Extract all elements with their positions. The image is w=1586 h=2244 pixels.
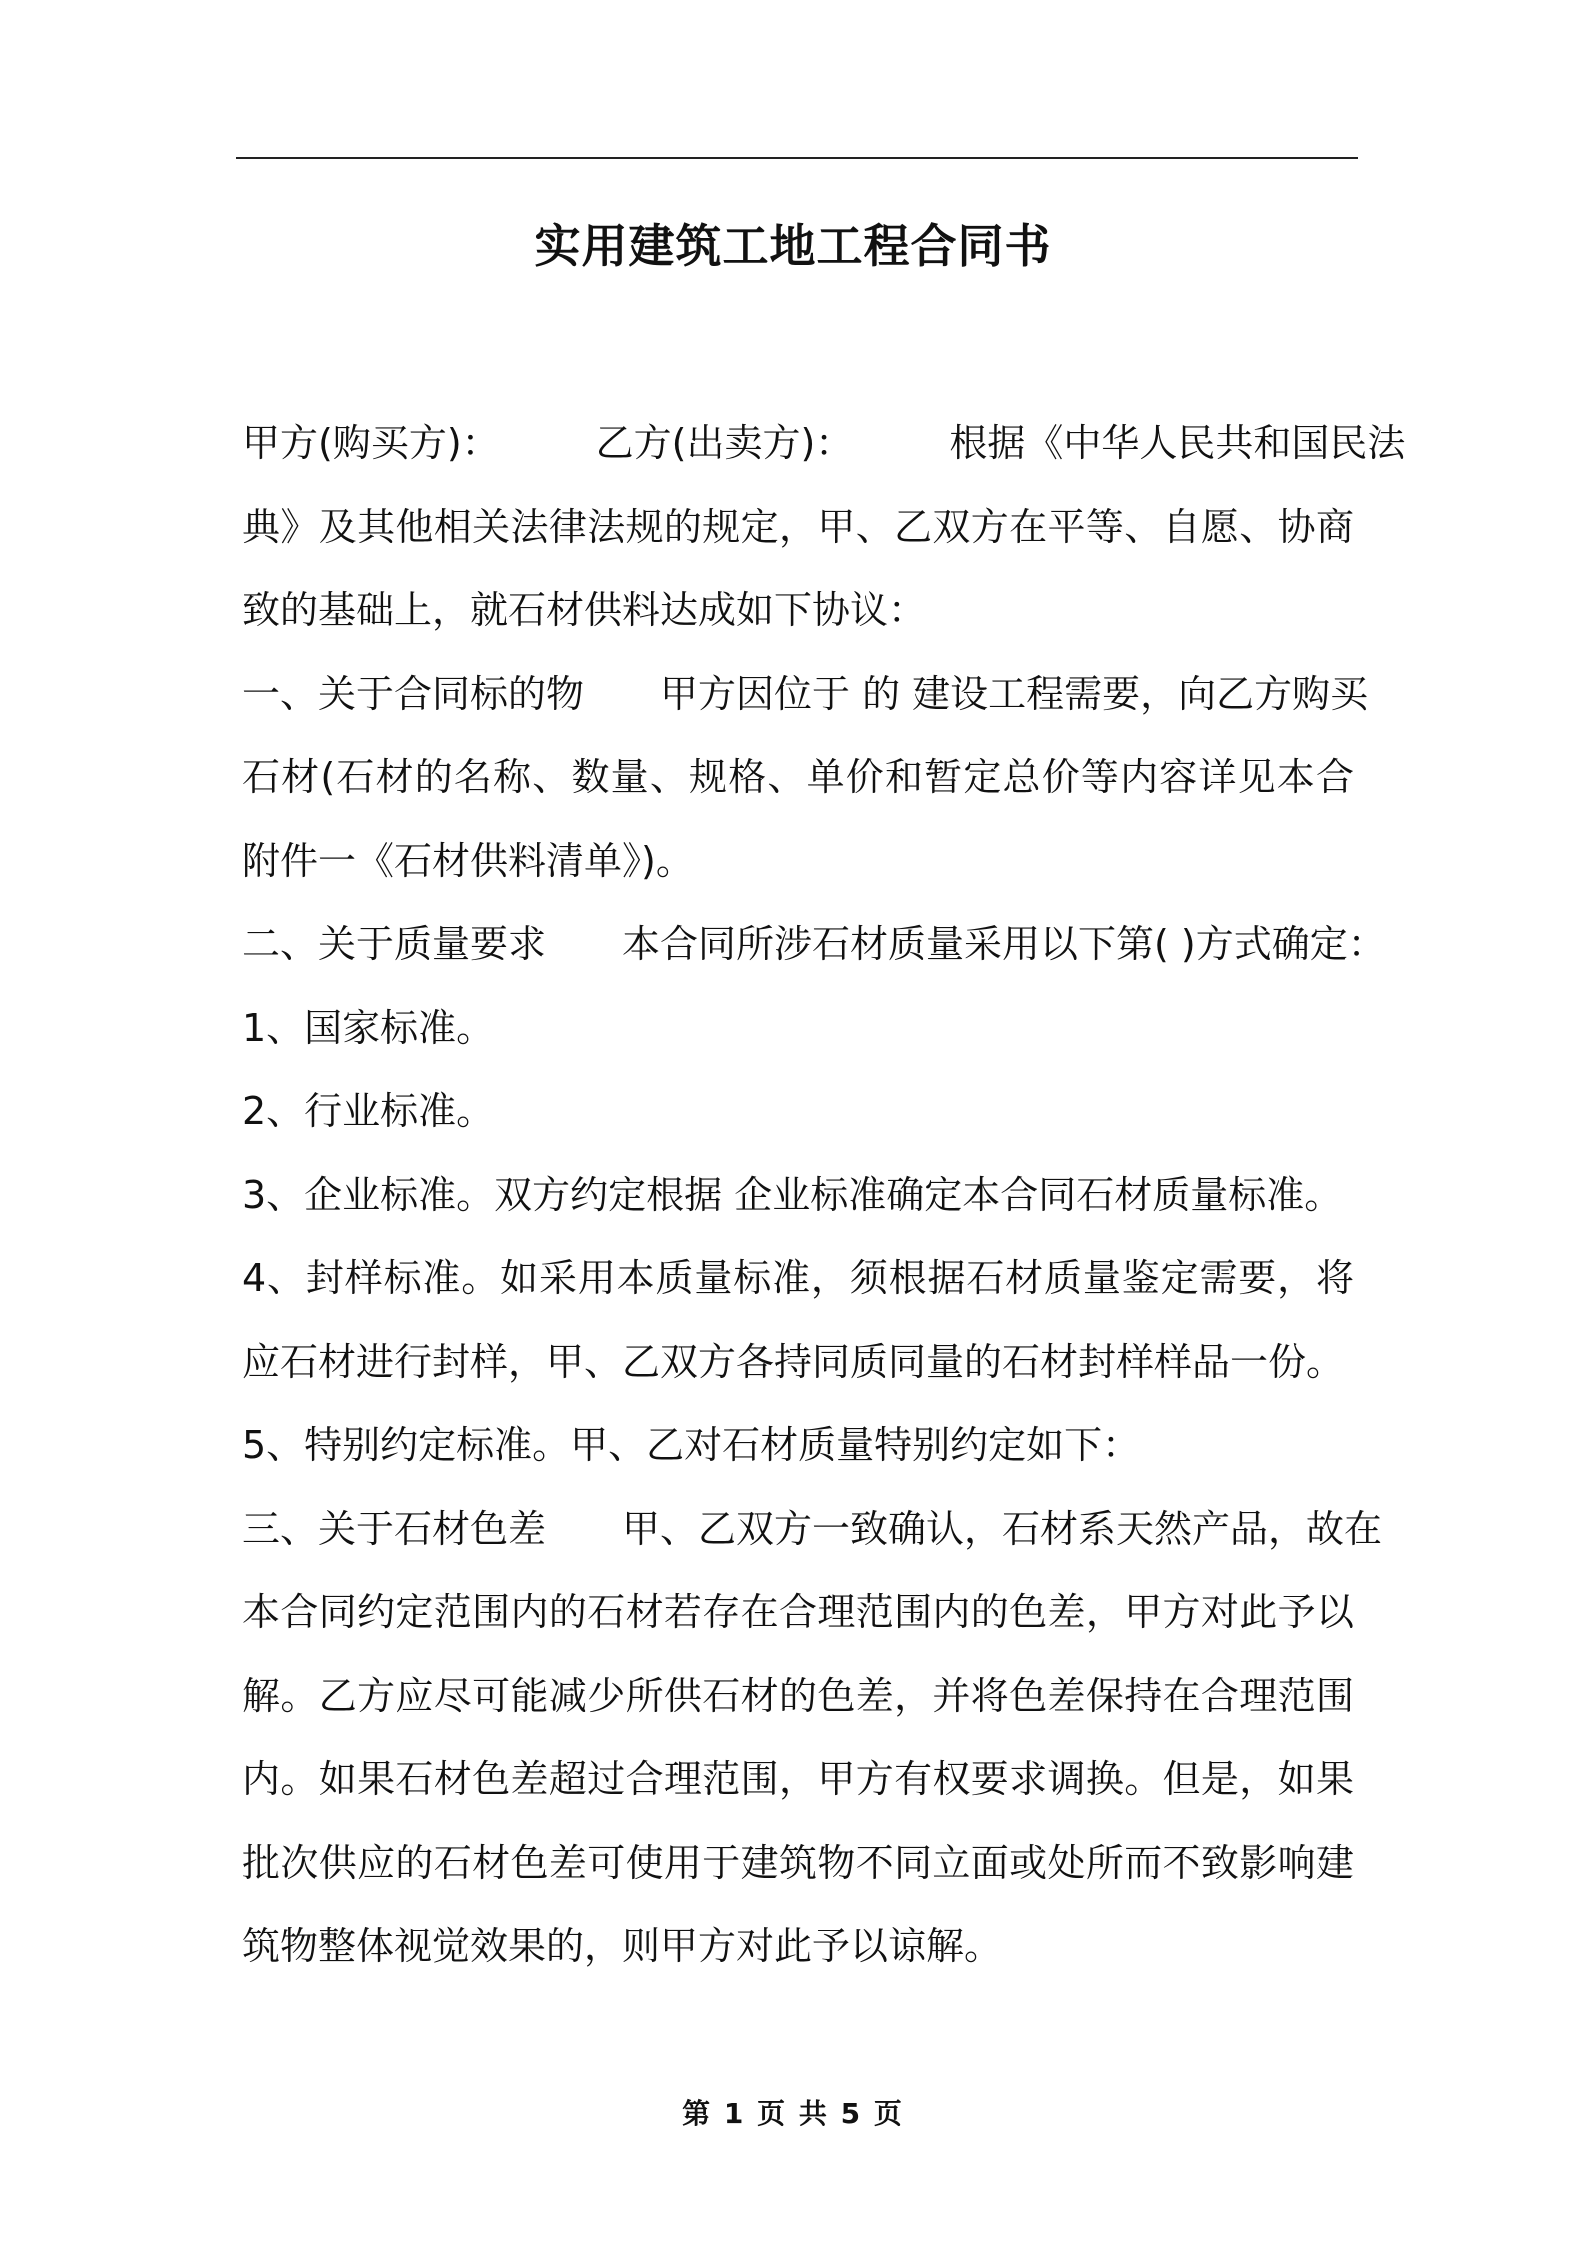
body-text-segment: 本合同所涉石材质量采用以下第( )方式确定： — [622, 922, 1386, 966]
section-heading-line — [242, 903, 1386, 987]
list-item: 3、企业标准。双方约定根据 企业标准确定本合同石材质量标准。 — [242, 1172, 1343, 1217]
list-item: 1、国家标准。 — [242, 1005, 495, 1050]
document-body — [242, 402, 1406, 1989]
body-text-segment: 甲方因位于 的 建设工程需要，向乙方购买 — [660, 671, 1369, 716]
body-line — [242, 402, 1406, 486]
body-line: 典》及其他相关法律法规的规定，甲、乙双方在平等、自愿、协商 — [242, 504, 1354, 549]
body-line: 本合同约定范围内的石材若存在合理范围内的色差，甲方对此予以 — [242, 1590, 1354, 1634]
body-line: 致的基础上，就石材供料达成如下协议： — [242, 588, 927, 632]
section-heading: 三、关于石材色差 — [242, 1506, 547, 1551]
section-heading: 一、关于合同标的物 — [242, 671, 585, 716]
list-item: 2、行业标准。 — [242, 1089, 495, 1133]
document-title: 实用建筑工地工程合同书 — [534, 219, 1052, 273]
page-number: 第 1 页 共 5 页 — [682, 2097, 904, 2130]
body-line: 附件一《石材供料清单》)。 — [242, 838, 694, 883]
party-b-label: 乙方(出卖方)： — [595, 421, 854, 465]
list-item: 4、封样标准。如采用本质量标准，须根据石材质量鉴定需要，将 — [242, 1256, 1354, 1300]
body-line: 内。如果石材色差超过合理范围，甲方有权要求调换。但是，如果 — [242, 1757, 1354, 1801]
body-line: 石材(石材的名称、数量、规格、单价和暂定总价等内容详见本合 — [242, 755, 1354, 799]
section-heading: 二、关于质量要求 — [242, 922, 547, 966]
list-item: 5、特别约定标准。甲、乙对石材质量特别约定如下： — [242, 1423, 1141, 1467]
body-line: 筑物整体视觉效果的，则甲方对此予以谅解。 — [242, 1924, 1003, 1968]
party-a-label: 甲方(购买方)： — [242, 421, 500, 465]
body-line: 批次供应的石材色差可使用于建筑物不同立面或处所而不致影响建 — [242, 1840, 1354, 1885]
header-rule — [236, 157, 1358, 159]
body-text-segment: 根据《中华人民共和国民法 — [949, 421, 1406, 465]
body-line: 应石材进行封样，甲、乙双方各持同质同量的石材封样样品一份。 — [242, 1339, 1345, 1384]
section-heading-line — [242, 653, 1369, 737]
body-text-segment: 甲、乙双方一致确认，石材系天然产品，故在 — [622, 1506, 1383, 1551]
section-heading-line — [242, 1488, 1383, 1572]
body-line: 解。乙方应尽可能减少所供石材的色差，并将色差保持在合理范围 — [242, 1673, 1354, 1718]
